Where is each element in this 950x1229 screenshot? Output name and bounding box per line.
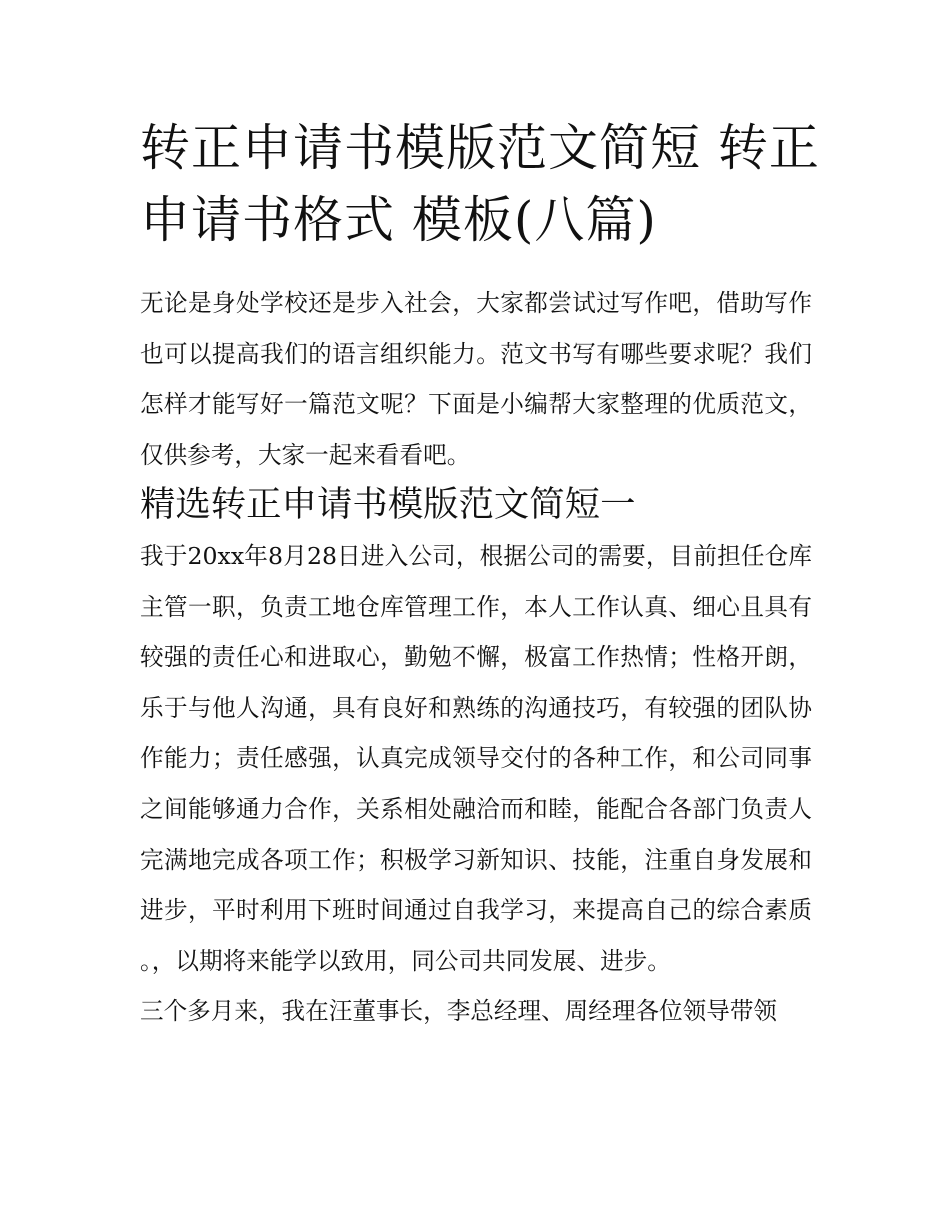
document-title-line-2: 申请书格式 模板(八篇) <box>140 191 657 249</box>
intro-paragraph: 无论是身处学校还是步入社会，大家都尝试过写作吧，借助写作也可以提高我们的语言组织能力。范文书写有哪些要求呢？我们怎样才能写好一篇范文呢？下面是小编帮大家整理的优质范文，仅供参考，大家一起来看看吧。 <box>140 289 812 469</box>
body-paragraph-2: 三个多月来，我在汪董事长，李总经理、周经理各位领导带领 <box>140 997 778 1026</box>
document-title <box>140 112 820 256</box>
body-paragraph-1: 我于20xx年8月28日进入公司，根据公司的需要，目前担任仓库主管一职，负责工地仓库管理工作，本人工作认真、细心且具有较强的责任心和进取心，勤勉不懈，极富工作热情；性格开朗，乐于与他人沟通，具有良好和熟练的沟通技巧，有较强的团队协作能力；责任感强，认真完成领导交付的各种工作，和公司同事之间能够通力合作，关系相处融洽而和睦，能配合各部门负责人完满地完成各项工作；积极学习新知识、技能，注重自身发展和进步，平时利用下班时间通过自我学习，来提高自己的综合素质。，以期将来能学以致用，同公司共同发展、进步。 <box>140 541 812 975</box>
document-content <box>140 112 820 1037</box>
document-title-line-1: 转正申请书模版范文简短 转正 <box>140 119 820 177</box>
document-body <box>140 278 812 1037</box>
section-heading: 精选转正申请书模版范文简短一 <box>140 484 636 526</box>
